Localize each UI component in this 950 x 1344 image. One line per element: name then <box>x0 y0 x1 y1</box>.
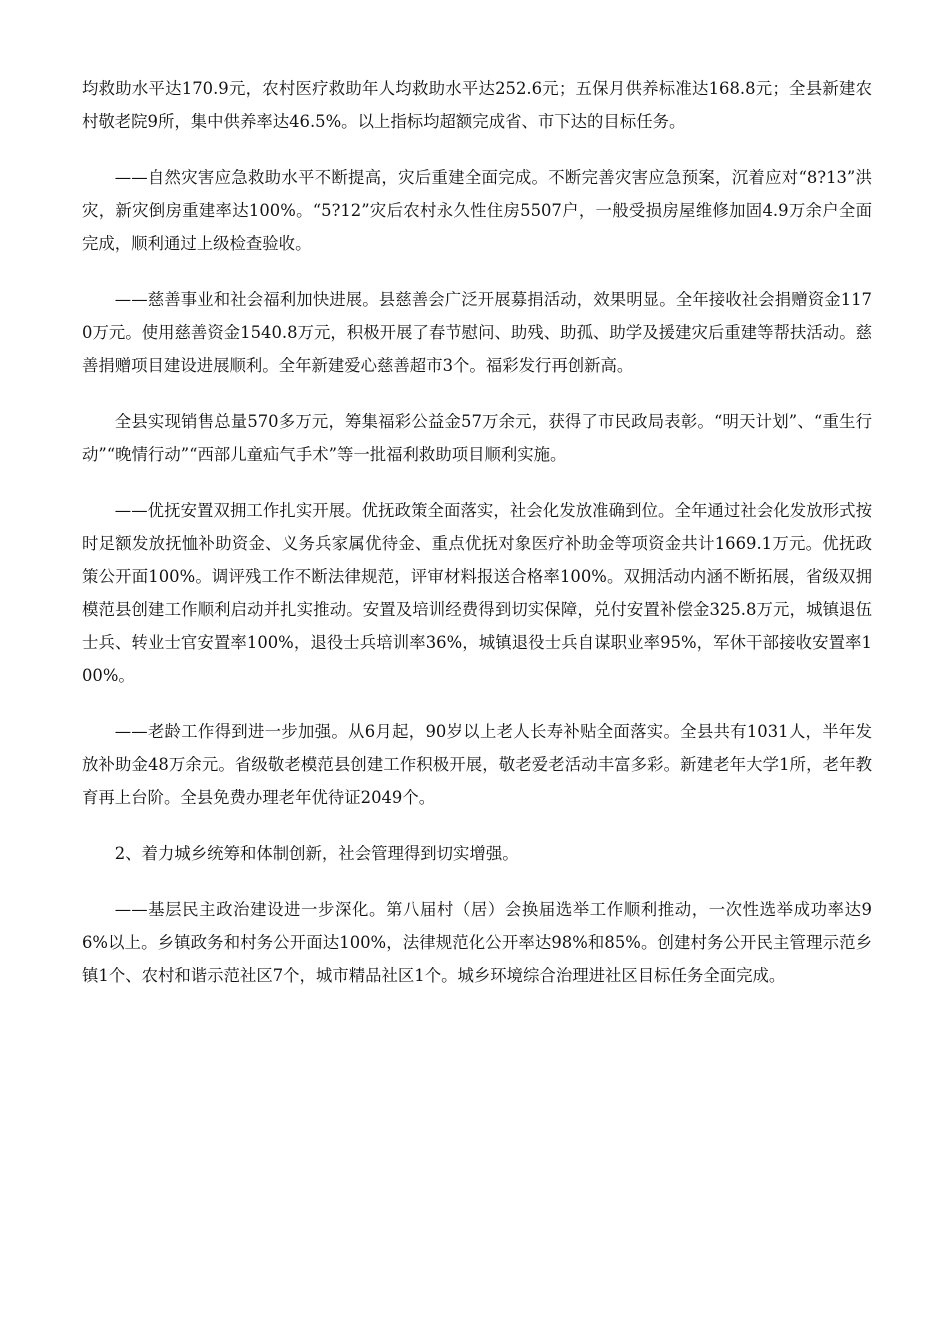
paragraph-relief-standards: 均救助水平达170.9元，农村医疗救助年人均救助水平达252.6元；五保月供养标准达168.8元；全县新建农村敬老院9所，集中供养率达46.5%。以上指标均超额完成省、市下达的目标任务。 <box>82 79 872 131</box>
paragraph-grassroots-democracy: ——基层民主政治建设进一步深化。第八届村（居）会换届选举工作顺利推动，一次性选举成功率达96%以上。乡镇政务和村务公开面达100%，法律规范化公开率达98%和85%。创建村务公开民主管理示范乡镇1个、农村和谐示范社区7个，城市精品社区1个。城乡环境综合治理进社区目标任务全面完成。 <box>82 900 872 985</box>
document-page <box>82 72 872 1015</box>
paragraph-charity-welfare: ——慈善事业和社会福利加快进展。县慈善会广泛开展募捐活动，效果明显。全年接收社会捐赠资金1170万元。使用慈善资金1540.8万元，积极开展了春节慰问、助残、助孤、助学及援建灾后重建等帮扶活动。慈善捐赠项目建设进展顺利。全年新建爱心慈善超市3个。福彩发行再创新高。 <box>82 290 872 375</box>
paragraph-veterans-support: ——优抚安置双拥工作扎实开展。优抚政策全面落实，社会化发放准确到位。全年通过社会化发放形式按时足额发放抚恤补助资金、义务兵家属优待金、重点优抚对象医疗补助金等项资金共计1669.1万元。优抚政策公开面100%。调评残工作不断法律规范，评审材料报送合格率100%。双拥活动内涵不断拓展，省级双拥模范县创建工作顺利启动并扎实推动。安置及培训经费得到切实保障，兑付安置补偿金325.8万元，城镇退伍士兵、转业士官安置率100%，退役士兵培训率36%，城镇退役士兵自谋职业率95%，军休干部接收安置率100%。 <box>82 501 872 685</box>
paragraph-elderly-work: ——老龄工作得到进一步加强。从6月起，90岁以上老人长寿补贴全面落实。全县共有1031人，半年发放补助金48万余元。省级敬老模范县创建工作积极开展，敬老爱老活动丰富多彩。新建老年大学1所，老年教育再上台阶。全县免费办理老年优待证2049个。 <box>82 722 872 807</box>
section-heading-social-management: 2、着力城乡统筹和体制创新，社会管理得到切实增强。 <box>114 844 519 863</box>
paragraph-lottery-sales: 全县实现销售总量570多万元，筹集福彩公益金57万余元，获得了市民政局表彰。“明天计划”、“重生行动”“晚情行动”“西部儿童疝气手术”等一批福利救助项目顺利实施。 <box>82 412 872 464</box>
paragraph-disaster-relief: ——自然灾害应急救助水平不断提高，灾后重建全面完成。不断完善灾害应急预案，沉着应对“8?13”洪灾，新灾倒房重建率达100%。“5?12”灾后农村永久性住房5507户，一般受损房屋维修加固4.9万余户全面完成，顺利通过上级检查验收。 <box>82 168 872 253</box>
